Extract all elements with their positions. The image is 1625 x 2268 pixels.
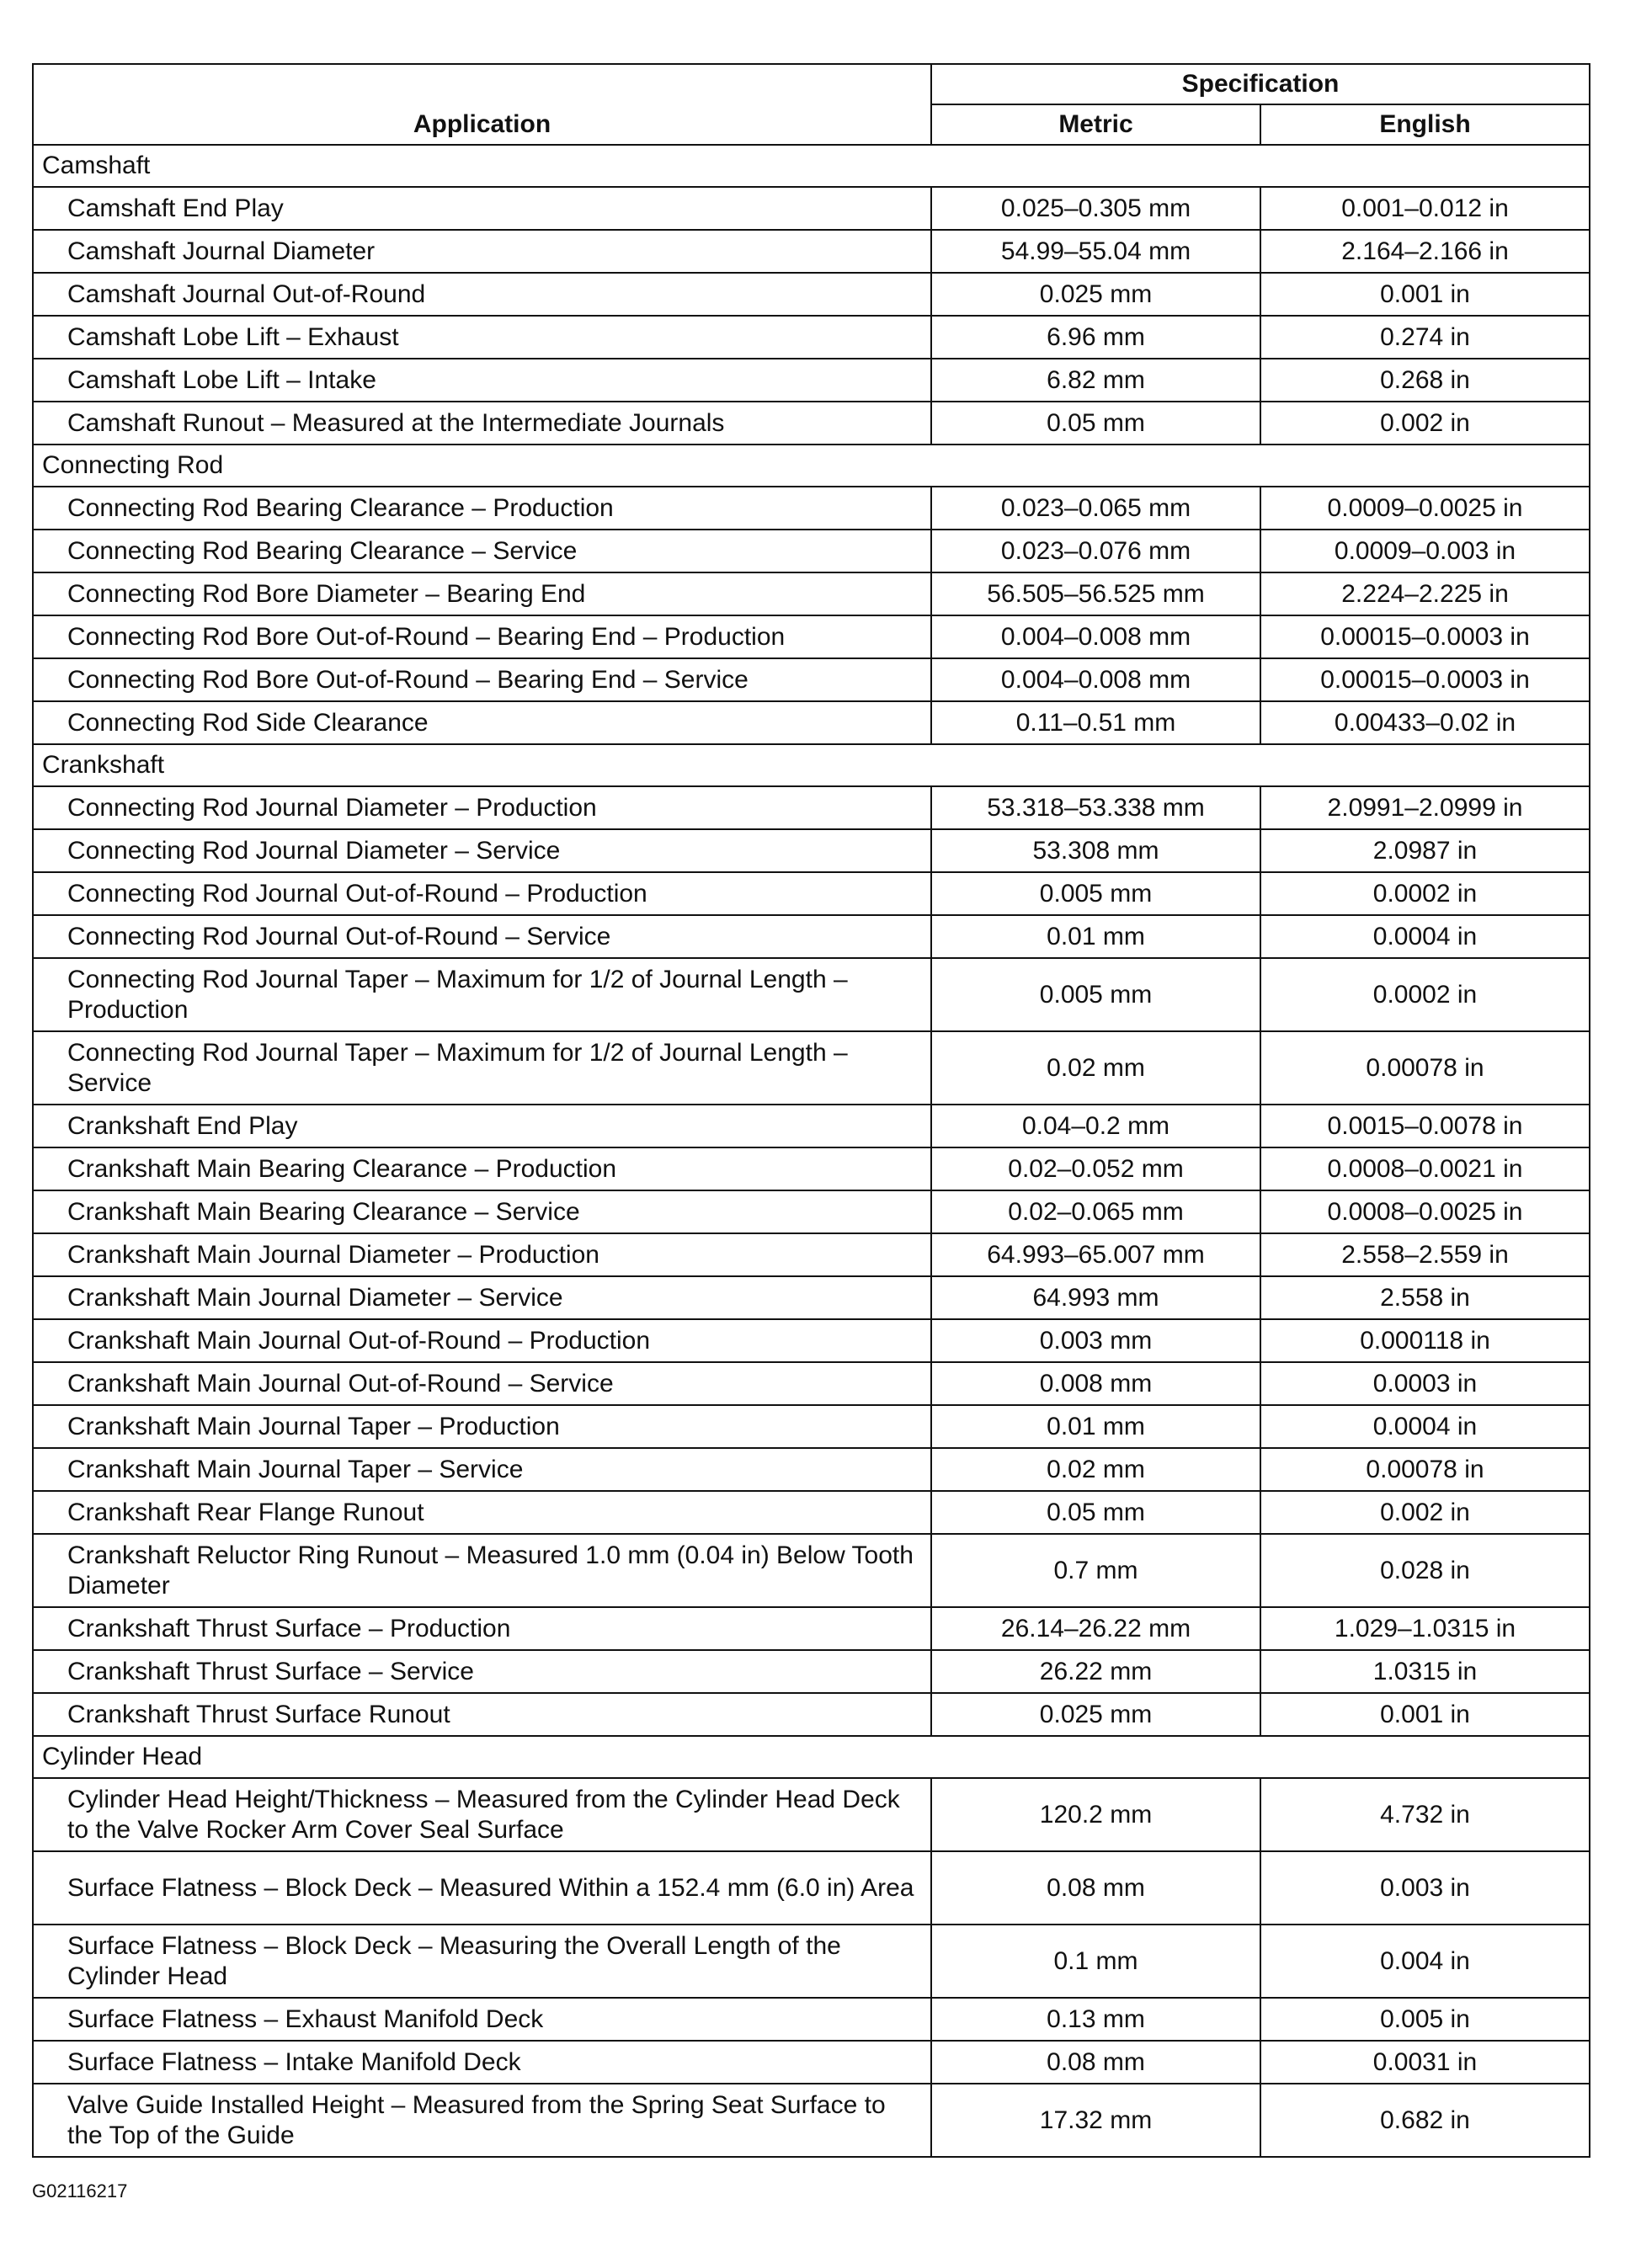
application-cell: Crankshaft Main Journal Out-of-Round – Service xyxy=(33,1362,931,1405)
english-column-header: English xyxy=(1260,104,1590,145)
table-row xyxy=(33,273,1590,316)
metric-value-cell: 0.023–0.065 mm xyxy=(931,487,1260,530)
english-value-cell: 1.029–1.0315 in xyxy=(1260,1607,1590,1650)
application-cell: Connecting Rod Bore Out-of-Round – Bearing End – Production xyxy=(33,615,931,658)
metric-value-cell: 17.32 mm xyxy=(931,2084,1260,2157)
table-row xyxy=(33,1607,1590,1650)
metric-value-cell: 6.96 mm xyxy=(931,316,1260,359)
table-header xyxy=(33,64,1590,145)
metric-value-cell: 0.023–0.076 mm xyxy=(931,530,1260,572)
metric-value-cell: 6.82 mm xyxy=(931,359,1260,402)
application-cell: Camshaft Journal Diameter xyxy=(33,230,931,273)
metric-value-cell: 53.318–53.338 mm xyxy=(931,786,1260,829)
application-cell: Crankshaft Main Bearing Clearance – Production xyxy=(33,1147,931,1190)
english-value-cell: 2.0991–2.0999 in xyxy=(1260,786,1590,829)
english-value-cell: 0.002 in xyxy=(1260,1491,1590,1534)
table-row xyxy=(33,1405,1590,1448)
english-value-cell: 0.268 in xyxy=(1260,359,1590,402)
english-value-cell: 0.0003 in xyxy=(1260,1362,1590,1405)
application-cell: Crankshaft Thrust Surface – Production xyxy=(33,1607,931,1650)
application-cell: Crankshaft Main Journal Out-of-Round – Production xyxy=(33,1319,931,1362)
metric-value-cell: 0.08 mm xyxy=(931,2041,1260,2084)
application-cell: Surface Flatness – Block Deck – Measuring the Overall Length of the Cylinder Head xyxy=(33,1925,931,1998)
table-row xyxy=(33,1693,1590,1736)
table-row xyxy=(33,1534,1590,1607)
application-cell: Camshaft Journal Out-of-Round xyxy=(33,273,931,316)
table-row xyxy=(33,1998,1590,2041)
english-value-cell: 2.224–2.225 in xyxy=(1260,572,1590,615)
english-value-cell: 0.0031 in xyxy=(1260,2041,1590,2084)
application-cell: Connecting Rod Bore Out-of-Round – Bearing End – Service xyxy=(33,658,931,701)
metric-column-header: Metric xyxy=(931,104,1260,145)
metric-value-cell: 0.025–0.305 mm xyxy=(931,187,1260,230)
application-cell: Crankshaft Main Bearing Clearance – Service xyxy=(33,1190,931,1233)
english-value-cell: 2.164–2.166 in xyxy=(1260,230,1590,273)
table-row xyxy=(33,1778,1590,1851)
metric-value-cell: 0.025 mm xyxy=(931,1693,1260,1736)
table-row xyxy=(33,1925,1590,1998)
application-cell: Crankshaft Thrust Surface Runout xyxy=(33,1693,931,1736)
application-cell: Camshaft Lobe Lift – Intake xyxy=(33,359,931,402)
application-cell: Connecting Rod Journal Diameter – Production xyxy=(33,786,931,829)
english-value-cell: 0.0015–0.0078 in xyxy=(1260,1105,1590,1147)
section-header-row xyxy=(33,145,1590,187)
application-cell: Connecting Rod Journal Taper – Maximum for 1/2 of Journal Length – Production xyxy=(33,958,931,1031)
application-cell: Connecting Rod Journal Out-of-Round – Production xyxy=(33,872,931,915)
metric-value-cell: 0.025 mm xyxy=(931,273,1260,316)
english-value-cell: 2.0987 in xyxy=(1260,829,1590,872)
table-row xyxy=(33,958,1590,1031)
metric-value-cell: 0.02–0.052 mm xyxy=(931,1147,1260,1190)
english-value-cell: 0.001 in xyxy=(1260,273,1590,316)
table-row xyxy=(33,1448,1590,1491)
metric-value-cell: 0.02 mm xyxy=(931,1448,1260,1491)
application-cell: Connecting Rod Side Clearance xyxy=(33,701,931,744)
table-body xyxy=(33,145,1590,2157)
table-row xyxy=(33,615,1590,658)
table-row xyxy=(33,1190,1590,1233)
table-row xyxy=(33,2084,1590,2157)
metric-value-cell: 0.01 mm xyxy=(931,1405,1260,1448)
table-row xyxy=(33,530,1590,572)
table-row xyxy=(33,402,1590,445)
table-row xyxy=(33,829,1590,872)
table-row xyxy=(33,1276,1590,1319)
english-value-cell: 0.005 in xyxy=(1260,1998,1590,2041)
metric-value-cell: 26.22 mm xyxy=(931,1650,1260,1693)
metric-value-cell: 120.2 mm xyxy=(931,1778,1260,1851)
metric-value-cell: 0.1 mm xyxy=(931,1925,1260,1998)
english-value-cell: 0.00078 in xyxy=(1260,1031,1590,1105)
metric-value-cell: 0.01 mm xyxy=(931,915,1260,958)
section-title: Camshaft xyxy=(33,145,1590,187)
table-row xyxy=(33,1650,1590,1693)
table-row xyxy=(33,1851,1590,1925)
metric-value-cell: 0.005 mm xyxy=(931,958,1260,1031)
table-row xyxy=(33,359,1590,402)
table-row xyxy=(33,187,1590,230)
metric-value-cell: 0.02 mm xyxy=(931,1031,1260,1105)
table-row xyxy=(33,230,1590,273)
english-value-cell: 0.001–0.012 in xyxy=(1260,187,1590,230)
english-value-cell: 0.0002 in xyxy=(1260,872,1590,915)
english-value-cell: 0.004 in xyxy=(1260,1925,1590,1998)
application-cell: Crankshaft Main Journal Diameter – Service xyxy=(33,1276,931,1319)
figure-id: G02116217 xyxy=(32,2180,128,2201)
section-title: Crankshaft xyxy=(33,744,1590,786)
table-row xyxy=(33,915,1590,958)
english-value-cell: 0.00015–0.0003 in xyxy=(1260,658,1590,701)
section-header-row xyxy=(33,744,1590,786)
table-row xyxy=(33,1147,1590,1190)
application-cell: Connecting Rod Bearing Clearance – Production xyxy=(33,487,931,530)
application-cell: Crankshaft Rear Flange Runout xyxy=(33,1491,931,1534)
english-value-cell: 0.0004 in xyxy=(1260,1405,1590,1448)
english-value-cell: 0.0009–0.003 in xyxy=(1260,530,1590,572)
metric-value-cell: 56.505–56.525 mm xyxy=(931,572,1260,615)
english-value-cell: 0.003 in xyxy=(1260,1851,1590,1925)
application-column-header: Application xyxy=(33,64,931,145)
application-cell: Surface Flatness – Block Deck – Measured Within a 152.4 mm (6.0 in) Area xyxy=(33,1851,931,1925)
application-cell: Surface Flatness – Intake Manifold Deck xyxy=(33,2041,931,2084)
section-header-row xyxy=(33,1736,1590,1778)
metric-value-cell: 0.003 mm xyxy=(931,1319,1260,1362)
application-cell: Crankshaft Thrust Surface – Service xyxy=(33,1650,931,1693)
application-cell: Connecting Rod Journal Out-of-Round – Service xyxy=(33,915,931,958)
table-row xyxy=(33,872,1590,915)
application-cell: Camshaft Runout – Measured at the Intermediate Journals xyxy=(33,402,931,445)
english-value-cell: 0.00433–0.02 in xyxy=(1260,701,1590,744)
metric-value-cell: 0.04–0.2 mm xyxy=(931,1105,1260,1147)
metric-value-cell: 0.05 mm xyxy=(931,402,1260,445)
application-cell: Cylinder Head Height/Thickness – Measured from the Cylinder Head Deck to the Valve Rocker Arm Cover Seal Surface xyxy=(33,1778,931,1851)
metric-value-cell: 53.308 mm xyxy=(931,829,1260,872)
english-value-cell: 0.0004 in xyxy=(1260,915,1590,958)
english-value-cell: 2.558 in xyxy=(1260,1276,1590,1319)
application-cell: Camshaft Lobe Lift – Exhaust xyxy=(33,316,931,359)
english-value-cell: 0.0008–0.0021 in xyxy=(1260,1147,1590,1190)
specification-table xyxy=(32,63,1590,2158)
metric-value-cell: 0.13 mm xyxy=(931,1998,1260,2041)
metric-value-cell: 0.004–0.008 mm xyxy=(931,658,1260,701)
metric-value-cell: 0.05 mm xyxy=(931,1491,1260,1534)
table-row xyxy=(33,1362,1590,1405)
application-cell: Crankshaft Reluctor Ring Runout – Measured 1.0 mm (0.04 in) Below Tooth Diameter xyxy=(33,1534,931,1607)
table-row xyxy=(33,701,1590,744)
metric-value-cell: 0.008 mm xyxy=(931,1362,1260,1405)
table-row xyxy=(33,658,1590,701)
specification-group-header: Specification xyxy=(931,64,1590,104)
metric-value-cell: 0.08 mm xyxy=(931,1851,1260,1925)
english-value-cell: 4.732 in xyxy=(1260,1778,1590,1851)
table-row xyxy=(33,1031,1590,1105)
table-row xyxy=(33,572,1590,615)
section-title: Connecting Rod xyxy=(33,445,1590,487)
application-cell: Crankshaft End Play xyxy=(33,1105,931,1147)
table-row xyxy=(33,487,1590,530)
english-value-cell: 0.002 in xyxy=(1260,402,1590,445)
application-cell: Connecting Rod Bore Diameter – Bearing End xyxy=(33,572,931,615)
metric-value-cell: 64.993 mm xyxy=(931,1276,1260,1319)
english-value-cell: 0.274 in xyxy=(1260,316,1590,359)
application-cell: Valve Guide Installed Height – Measured from the Spring Seat Surface to the Top of the Guide xyxy=(33,2084,931,2157)
english-value-cell: 0.0009–0.0025 in xyxy=(1260,487,1590,530)
table-row xyxy=(33,1233,1590,1276)
english-value-cell: 2.558–2.559 in xyxy=(1260,1233,1590,1276)
metric-value-cell: 54.99–55.04 mm xyxy=(931,230,1260,273)
metric-value-cell: 64.993–65.007 mm xyxy=(931,1233,1260,1276)
application-cell: Connecting Rod Journal Diameter – Service xyxy=(33,829,931,872)
english-value-cell: 0.028 in xyxy=(1260,1534,1590,1607)
application-cell: Surface Flatness – Exhaust Manifold Deck xyxy=(33,1998,931,2041)
table-row xyxy=(33,1105,1590,1147)
application-cell: Crankshaft Main Journal Taper – Service xyxy=(33,1448,931,1491)
metric-value-cell: 26.14–26.22 mm xyxy=(931,1607,1260,1650)
metric-value-cell: 0.005 mm xyxy=(931,872,1260,915)
metric-value-cell: 0.02–0.065 mm xyxy=(931,1190,1260,1233)
application-cell: Connecting Rod Bearing Clearance – Service xyxy=(33,530,931,572)
table-row xyxy=(33,786,1590,829)
table-row xyxy=(33,1491,1590,1534)
english-value-cell: 0.001 in xyxy=(1260,1693,1590,1736)
table-row xyxy=(33,2041,1590,2084)
application-cell: Crankshaft Main Journal Diameter – Production xyxy=(33,1233,931,1276)
table-row xyxy=(33,316,1590,359)
section-header-row xyxy=(33,445,1590,487)
application-cell: Camshaft End Play xyxy=(33,187,931,230)
english-value-cell: 0.000118 in xyxy=(1260,1319,1590,1362)
english-value-cell: 0.0008–0.0025 in xyxy=(1260,1190,1590,1233)
application-cell: Connecting Rod Journal Taper – Maximum for 1/2 of Journal Length – Service xyxy=(33,1031,931,1105)
english-value-cell: 0.682 in xyxy=(1260,2084,1590,2157)
metric-value-cell: 0.004–0.008 mm xyxy=(931,615,1260,658)
metric-value-cell: 0.7 mm xyxy=(931,1534,1260,1607)
table-row xyxy=(33,1319,1590,1362)
english-value-cell: 0.00078 in xyxy=(1260,1448,1590,1491)
section-title: Cylinder Head xyxy=(33,1736,1590,1778)
english-value-cell: 0.00015–0.0003 in xyxy=(1260,615,1590,658)
application-cell: Crankshaft Main Journal Taper – Production xyxy=(33,1405,931,1448)
english-value-cell: 0.0002 in xyxy=(1260,958,1590,1031)
english-value-cell: 1.0315 in xyxy=(1260,1650,1590,1693)
metric-value-cell: 0.11–0.51 mm xyxy=(931,701,1260,744)
